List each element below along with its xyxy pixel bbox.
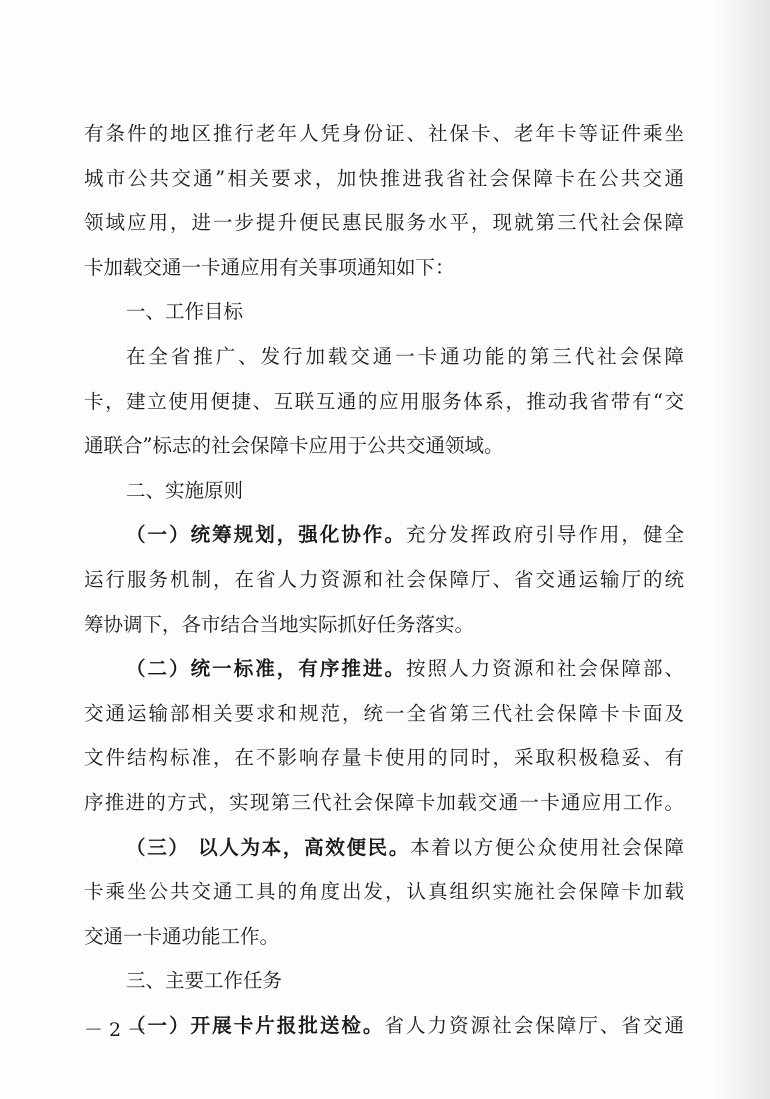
body-line: 卡加载交通一卡通应用有关事项通知如下： [84,255,455,279]
section-heading-work-goals: 一、工作目标 [126,300,244,324]
principle-title: （二）统一标准，有序推进。 [126,657,407,681]
body-line: 在全省推广、发行加载交通一卡通功能的第三代社会保障 [126,344,684,368]
body-line: 交通运输部相关要求和规范，统一全省第三代社会保障卡卡面及 [84,701,684,725]
body-line: 有条件的地区推行老年人凭身份证、社保卡、老年卡等证件乘坐 [84,122,684,145]
principle-text: 充分发挥政府引导作用，健全 [406,523,684,547]
document-body [84,112,684,1048]
paragraph-first-line [84,513,684,558]
paragraph-first-line [84,826,684,871]
page-number: － 2 － [84,1019,147,1041]
scan-edge-shadow [712,0,770,1099]
principle-text: 按照人力资源和社会保障部、 [406,657,684,681]
task-title: （一）开展卡片报批送检。 [126,1013,385,1037]
section-heading-main-tasks: 三、主要工作任务 [126,969,283,993]
body-line: 交通一卡通功能工作。 [84,924,280,948]
body-line: 城市公共交通”相关要求，加快推进我省社会保障卡在公共交通 [84,166,684,190]
principle-title: （三） 以人为本，高效便民。 [126,835,411,859]
body-line: 领域应用，进一步提升便民惠民服务水平，现就第三代社会保障 [84,211,684,235]
body-line: 筹协调下，各市结合当地实际抓好任务落实。 [84,612,475,636]
paragraph-first-line [84,1004,684,1049]
body-line: 文件结构标准，在不影响存量卡使用的同时，采取积极稳妥、有 [84,746,684,770]
paragraph-first-line [84,647,684,692]
body-line: 序推进的方式，实现第三代社会保障卡加载交通一卡通应用工作。 [84,790,684,814]
body-line: 卡，建立使用便捷、互联互通的应用服务体系，推动我省带有“交 [84,389,684,413]
section-heading-principles: 二、实施原则 [126,478,244,502]
principle-title: （一）统筹规划，强化协作。 [126,523,407,547]
body-line: 运行服务机制，在省人力资源和社会保障厅、省交通运输厅的统 [84,567,684,591]
body-line: 通联合”标志的社会保障卡应用于公共交通领域。 [84,434,504,458]
task-text: 省人力资源社会保障厅、省交通 [384,1013,684,1037]
principle-text: 本着以方便公众使用社会保障 [410,835,684,859]
body-line: 卡乘坐公共交通工具的角度出发，认真组织实施社会保障卡加载 [84,880,684,904]
